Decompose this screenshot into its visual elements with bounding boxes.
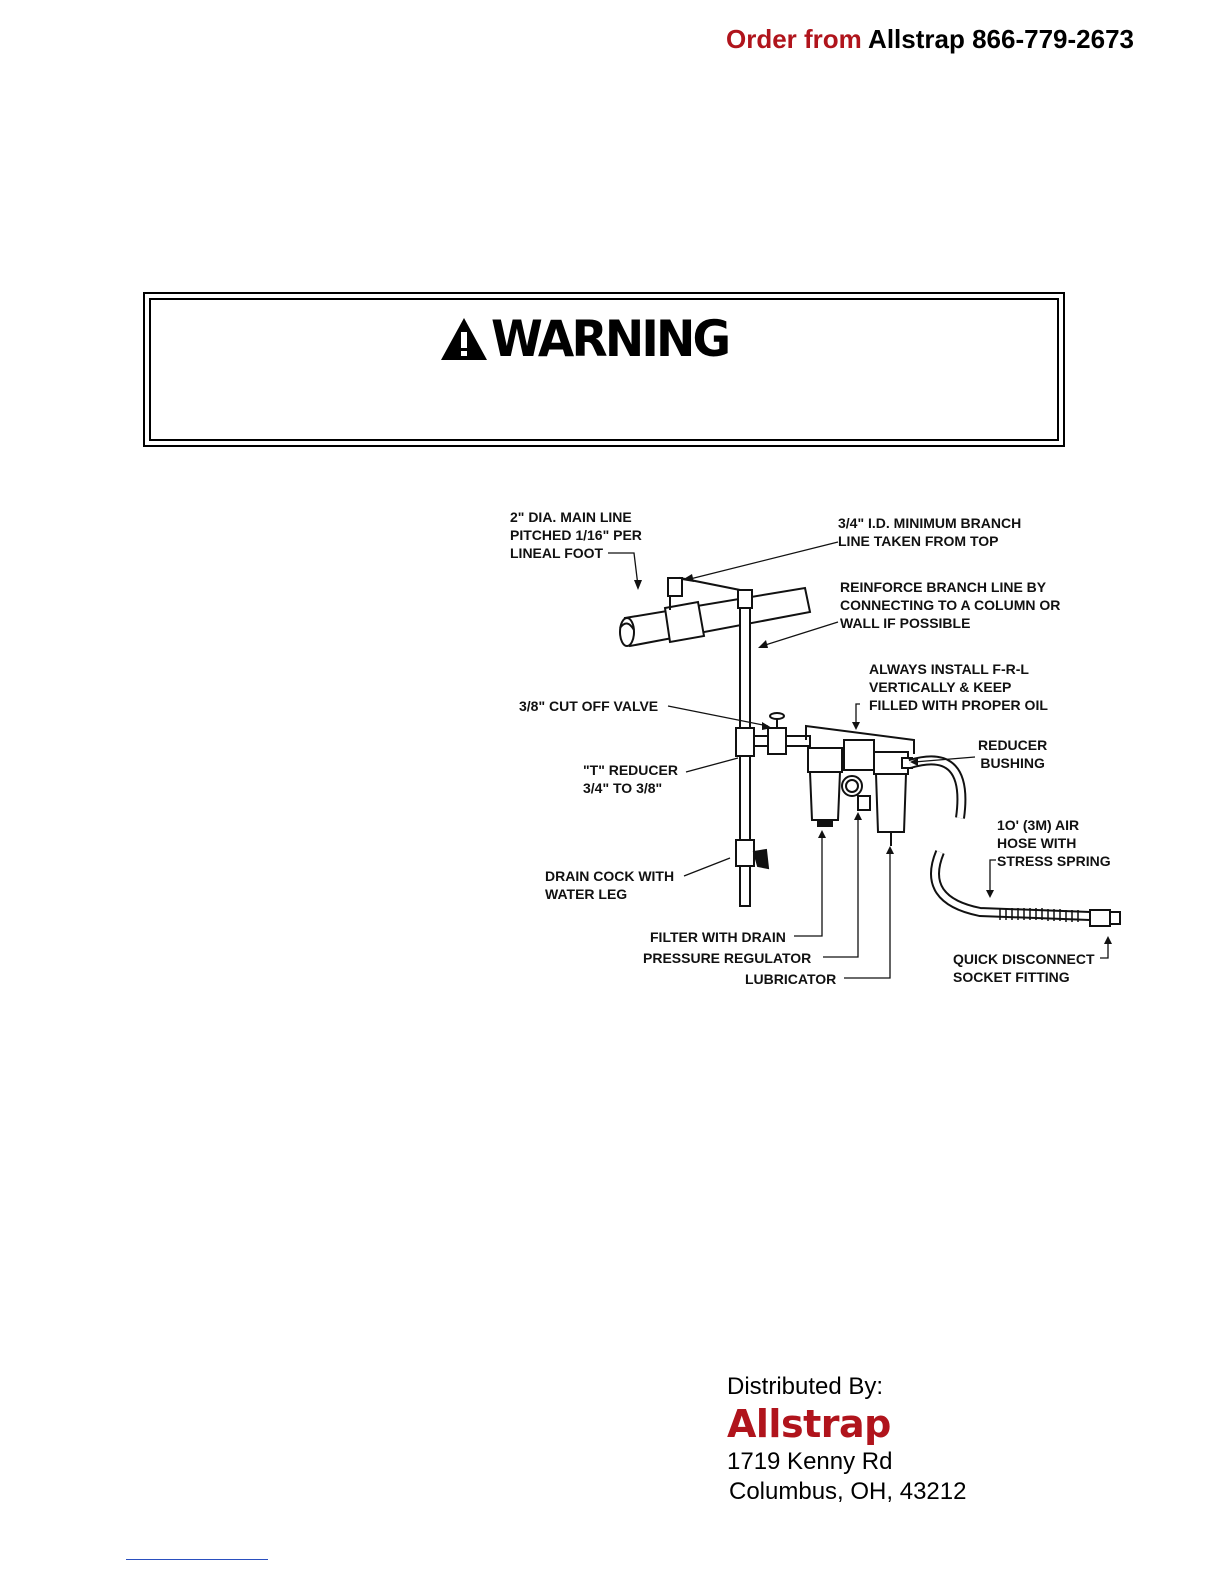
- label-air-hose: 1O' (3M) AIR HOSE WITH STRESS SPRING: [997, 817, 1111, 869]
- label-cutoff-valve: 3/8" CUT OFF VALVE: [519, 698, 659, 714]
- label-filter: FILTER WITH DRAIN: [650, 929, 786, 945]
- order-contact-line: [726, 24, 1134, 55]
- footnote-separator: [126, 1559, 268, 1560]
- label-reinforce: REINFORCE BRANCH LINE BY CONNECTING TO A COLUMN OR WALL IF POSSIBLE: [840, 579, 1061, 631]
- order-from-label: Order from: [725, 24, 862, 54]
- warning-heading: [439, 310, 743, 368]
- label-drain-cock: DRAIN COCK WITH WATER LEG: [545, 868, 675, 902]
- warning-title: WARNING: [491, 310, 729, 368]
- distributed-by-label: Distributed By:: [727, 1373, 884, 1400]
- distributor-brand-logo: Allstrap: [727, 1402, 891, 1446]
- distributor-block: [727, 1373, 966, 1507]
- label-lubricator: LUBRICATOR: [745, 971, 837, 987]
- warning-triangle-icon: [439, 316, 489, 362]
- order-phone-text: Allstrap 866-779-2673: [861, 24, 1134, 54]
- label-main-line: 2" DIA. MAIN LINE PITCHED 1/16" PER LINEAL FOOT: [510, 509, 642, 561]
- label-branch-line: 3/4" I.D. MINIMUM BRANCH LINE TAKEN FROM TOP: [838, 515, 1022, 549]
- main-line-pipe: [625, 588, 810, 646]
- label-t-reducer: "T" REDUCER 3/4" TO 3/8": [583, 762, 678, 796]
- address-city: Columbus, OH, 43212: [729, 1478, 967, 1505]
- warning-box: [143, 292, 1065, 447]
- label-frl: ALWAYS INSTALL F-R-L VERTICALLY & KEEP FILLED WITH PROPER OIL: [869, 661, 1048, 713]
- main-line-pipe-end: [620, 618, 634, 646]
- air-line-installation-diagram: [500, 500, 1140, 1000]
- label-quick-disconnect: QUICK DISCONNECT SOCKET FITTING: [953, 951, 1095, 985]
- address-street: 1719 Kenny Rd: [727, 1448, 893, 1475]
- label-pressure-regulator: PRESSURE REGULATOR: [643, 950, 812, 966]
- label-reducer-bushing: REDUCER BUSHING: [978, 737, 1048, 771]
